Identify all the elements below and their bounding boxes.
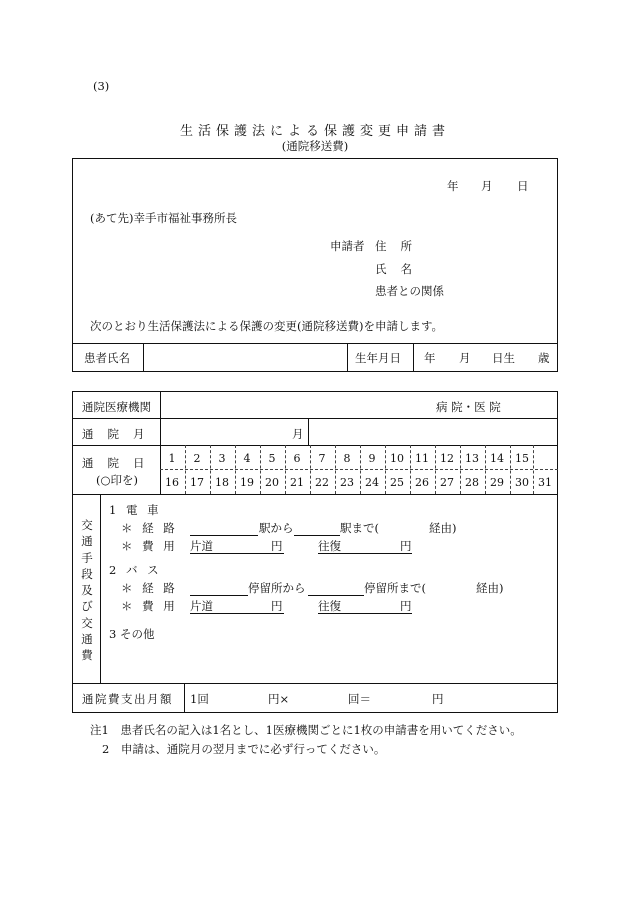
day-cell[interactable]: 9 [368,452,376,465]
bus-from-suffix: 停留所から [248,581,306,595]
day-cell[interactable]: 29 [490,476,504,489]
day-cell[interactable]: 20 [265,476,279,489]
day-cell[interactable]: 12 [440,452,454,465]
train-oneway-yen: 円 [271,539,283,553]
day-cell[interactable]: 6 [293,452,301,465]
times-equals-label: 回＝ [348,692,371,706]
day-cell[interactable]: 21 [290,476,304,489]
train-oneway-label: 片道 [190,539,213,553]
bus-to-suffix: 停留所まで( [364,581,426,595]
addressee: (あて先)幸手市福祉事務所長 [90,211,237,225]
bus-oneway-field[interactable] [190,613,284,614]
train-roundtrip-field[interactable] [318,553,412,554]
bus-cost-label: ＊ 費 用 [121,599,178,613]
day-cell[interactable]: 16 [165,476,179,489]
day-cell[interactable]: 13 [465,452,479,465]
visit-day-label: 通院日 [82,456,159,470]
bus-oneway-yen: 円 [271,599,283,613]
birth-day: 日生 [492,351,515,365]
note-2: 2 申請は、通院月の翌月までに必ず行ってください。 [102,742,386,756]
day-cell[interactable]: 18 [215,476,229,489]
day-cell[interactable]: 1 [168,452,176,465]
patient-name-label: 患者氏名 [84,351,130,365]
facility-name-field[interactable] [170,393,420,417]
day-cell[interactable]: 10 [390,452,404,465]
date-year: 年 [447,179,459,193]
birth-year: 年 [424,351,436,365]
day-cell[interactable]: 27 [440,476,454,489]
per-trip-label: 1回 [190,692,209,706]
train-to-field[interactable] [294,535,340,536]
relation-label: 患者との関係 [375,284,444,298]
train-oneway-field[interactable] [190,553,284,554]
day-cell[interactable]: 24 [365,476,379,489]
page-number: (3) [93,79,110,93]
day-cell[interactable]: 14 [490,452,504,465]
day-cell[interactable]: 4 [243,452,251,465]
bus-heading: 2 バ ス [109,563,162,577]
other-heading: 3 その他 [109,627,155,641]
other-details-field[interactable] [175,642,545,678]
birth-month: 月 [459,351,471,365]
age-label: 歳 [538,351,550,365]
bus-via-suffix: 経由) [476,581,504,595]
day-cell[interactable]: 15 [515,452,529,465]
day-cell[interactable]: 11 [415,452,429,465]
form-subtitle: (通院移送費) [281,139,349,153]
day-cell[interactable]: 2 [193,452,201,465]
day-cell[interactable]: 3 [218,452,226,465]
bus-roundtrip-label: 往復 [318,599,341,613]
date-month: 月 [481,179,493,193]
train-route-label: ＊ 経 路 [121,521,178,535]
day-cell[interactable]: 23 [340,476,354,489]
note-1: 注1 患者氏名の記入は1名とし、1医療機関ごとに1枚の申請書を用いてください。 [90,723,522,737]
train-heading: 1 電 車 [109,503,162,517]
facility-label: 通院医療機関 [82,400,151,414]
bus-route-label: ＊ 経 路 [121,581,178,595]
bus-roundtrip-field[interactable] [318,613,412,614]
bus-to-field[interactable] [308,595,364,596]
transport-label: 交通手段及び交通費 [81,518,93,663]
visit-month-label: 通院月 [82,427,159,441]
day-cell[interactable]: 26 [415,476,429,489]
train-via-suffix: 経由) [429,521,457,535]
application-statement: 次のとおり生活保護法による保護の変更(通院移送費)を申請します。 [90,319,444,333]
patient-name-field[interactable] [150,344,340,370]
address-label: 住所 [375,239,426,253]
yen-total-label: 円 [432,692,444,706]
date-day: 日 [517,179,529,193]
day-cell[interactable]: 25 [390,476,404,489]
day-cell[interactable]: 8 [343,452,351,465]
train-roundtrip-label: 往復 [318,539,341,553]
day-cell[interactable]: 30 [515,476,529,489]
monthly-total-label: 通院費支出月額 [82,692,173,706]
hospital-clinic-label: 病 院・医 院 [436,400,501,414]
visit-month-field[interactable] [170,420,290,444]
train-roundtrip-yen: 円 [400,539,412,553]
yen-times-label: 円× [268,692,290,706]
day-cell[interactable]: 22 [315,476,329,489]
day-cell[interactable]: 31 [538,476,552,489]
day-cell[interactable]: 5 [268,452,276,465]
birthdate-label: 生年月日 [355,351,401,365]
day-cell[interactable]: 17 [190,476,204,489]
day-cell[interactable]: 19 [240,476,254,489]
day-cell[interactable]: 7 [318,452,326,465]
train-from-field[interactable] [190,535,258,536]
name-label: 氏名 [375,262,426,276]
form-title: 生活保護法による保護変更申請書 [179,124,450,139]
bus-from-field[interactable] [190,595,248,596]
applicant-label: 申請者 [330,239,365,253]
month-unit: 月 [292,427,304,441]
visit-day-note: (○印を) [96,473,139,487]
bus-roundtrip-yen: 円 [400,599,412,613]
train-from-suffix: 駅から [259,521,294,535]
train-to-suffix: 駅まで( [340,521,379,535]
bus-oneway-label: 片道 [190,599,213,613]
train-cost-label: ＊ 費 用 [121,539,178,553]
day-cell[interactable]: 28 [465,476,479,489]
